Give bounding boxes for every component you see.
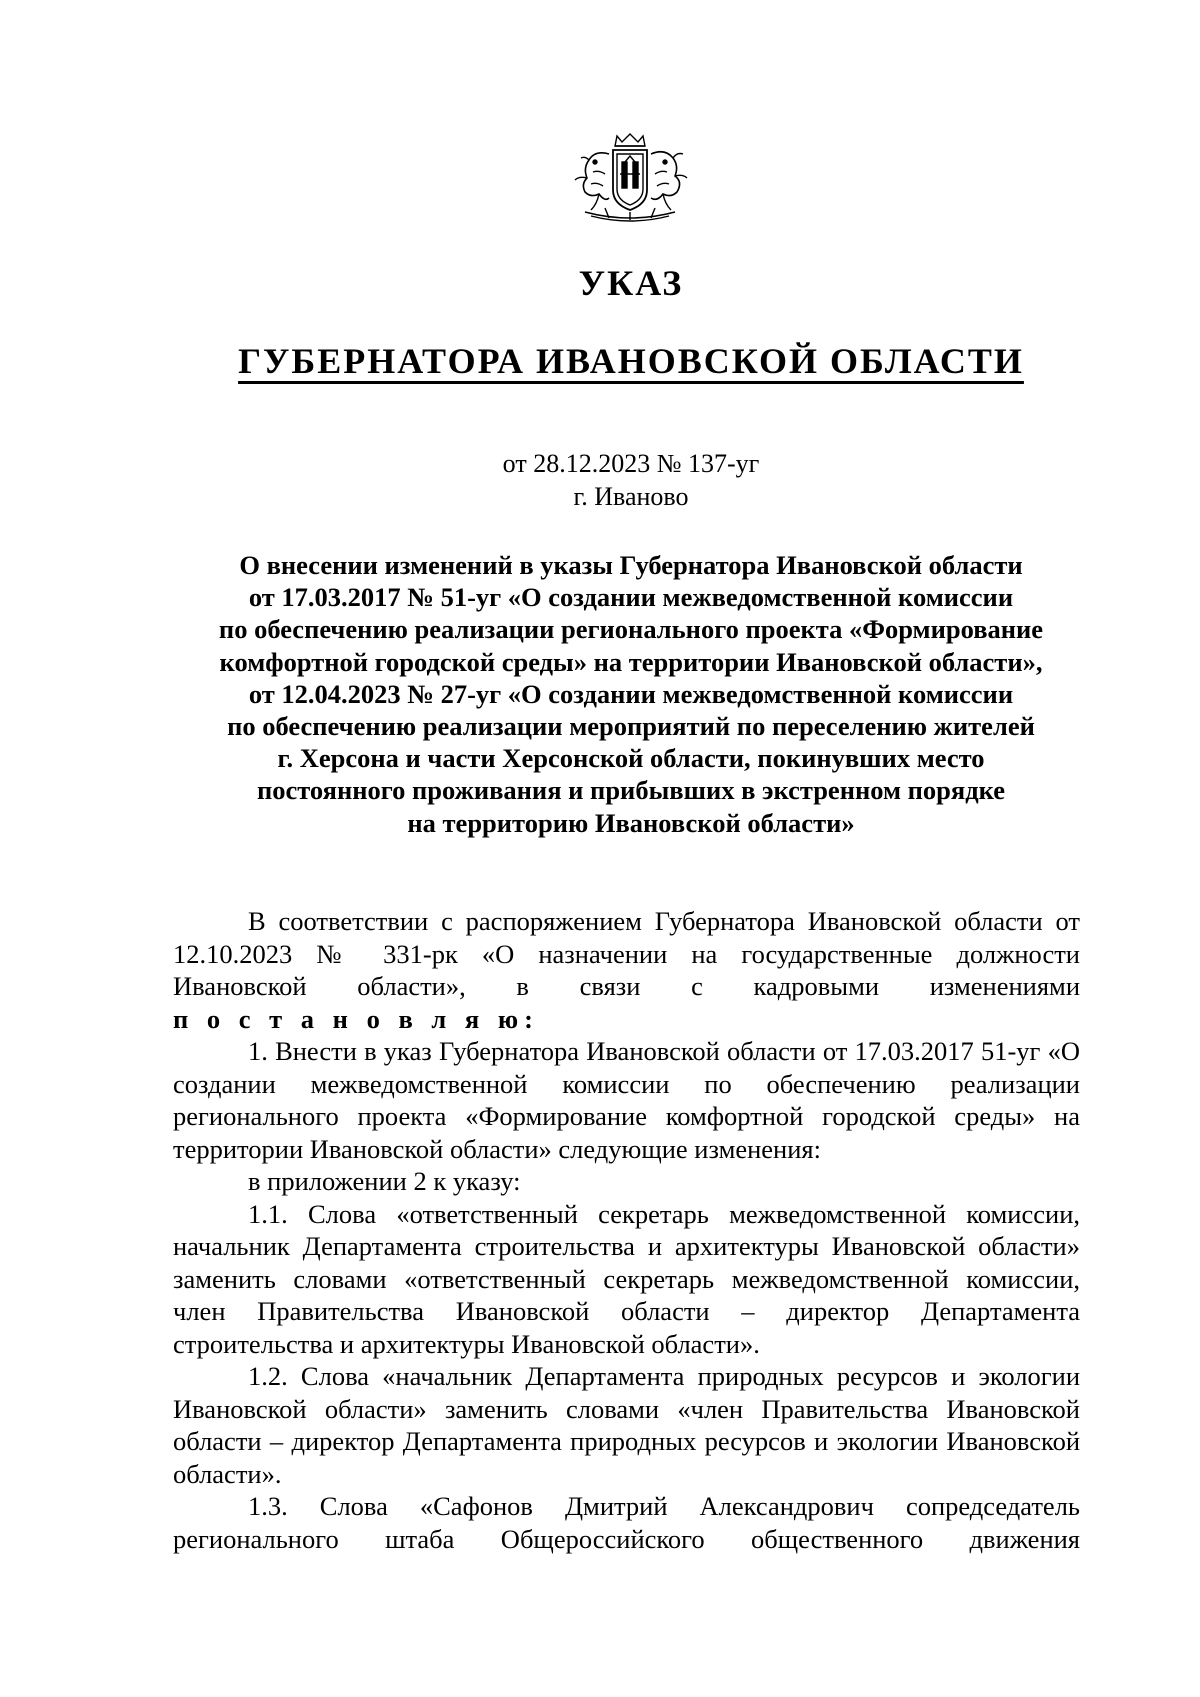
subject-line: на территорию Ивановской области» (407, 807, 855, 838)
document-city: г. Иваново (573, 482, 689, 511)
resolve-word: п о с т а н о в л я ю: (173, 1003, 539, 1034)
subject-line: по обеспечению реализации регионального проекта «Формирование (218, 614, 1044, 645)
document-subject (0, 549, 1200, 839)
paragraph-1-2: 1.2. Слова «начальник Департамента природных ресурсов и экологии Ивановской области» заменить словами «член Правительства Ивановской области – директор Департамента природных ресурсов и экологии Ивановской области». (173, 1361, 1080, 1489)
subject-line: от 17.03.2017 № 51-уг «О создании межведомственной комиссии (248, 582, 1014, 613)
paragraph-1-1: 1.1. Слова «ответственный секретарь межведомственной комиссии, начальник Департамента строительства и архитектуры Ивановской области» заменить словами «ответственный секретарь межведомственной комиссии, член Правительства Ивановской области – директор Департамента строительства и архитектуры Ивановской области». (173, 1198, 1080, 1359)
subject-line: г. Херсона и части Херсонской области, покинувших место (277, 743, 985, 774)
subject-line: по обеспечению реализации мероприятий по переселению жителей (227, 711, 1035, 742)
paragraph-1: 1. Внести в указ Губернатора Ивановской области от 17.03.2017 51-уг «О создании межведомственной комиссии по обеспечению реализации регионального проекта «Формирование комфортной городской среды» на территории Ивановской области» следующие изменения: (173, 1036, 1080, 1164)
issuing-authority-heading: ГУБЕРНАТОРА ИВАНОВСКОЙ ОБЛАСТИ (238, 341, 1024, 381)
document-date-number: от 28.12.2023 № 137-уг (502, 449, 760, 478)
coat-of-arms-emblem (565, 132, 695, 224)
subject-line: О внесении изменений в указы Губернатора Ивановской области (239, 550, 1023, 580)
subject-line: комфортной городской среды» на территории Ивановской области», (219, 646, 1043, 677)
subject-line: от 12.04.2023 № 27-уг «О создании межведомственной комиссии (248, 678, 1014, 709)
subject-line: постоянного проживания и прибывших в экстренном порядке (256, 775, 1006, 806)
paragraph-1-sub: в приложении 2 к указу: (248, 1166, 521, 1196)
paragraph-1-3: 1.3. Слова «Сафонов Дмитрий Александрович сопредседатель регионального штаба Общероссийского общественного движения (173, 1491, 1080, 1554)
document-body (173, 905, 1080, 1555)
document-type-heading: УКАЗ (578, 263, 684, 303)
preamble-paragraph: В соответствии с распоряжением Губернатора Ивановской области от 12.10.2023 № 331-рк «О назначении на государственные должности Ивановской области», в связи с кадровыми изменениями (173, 906, 1080, 1001)
